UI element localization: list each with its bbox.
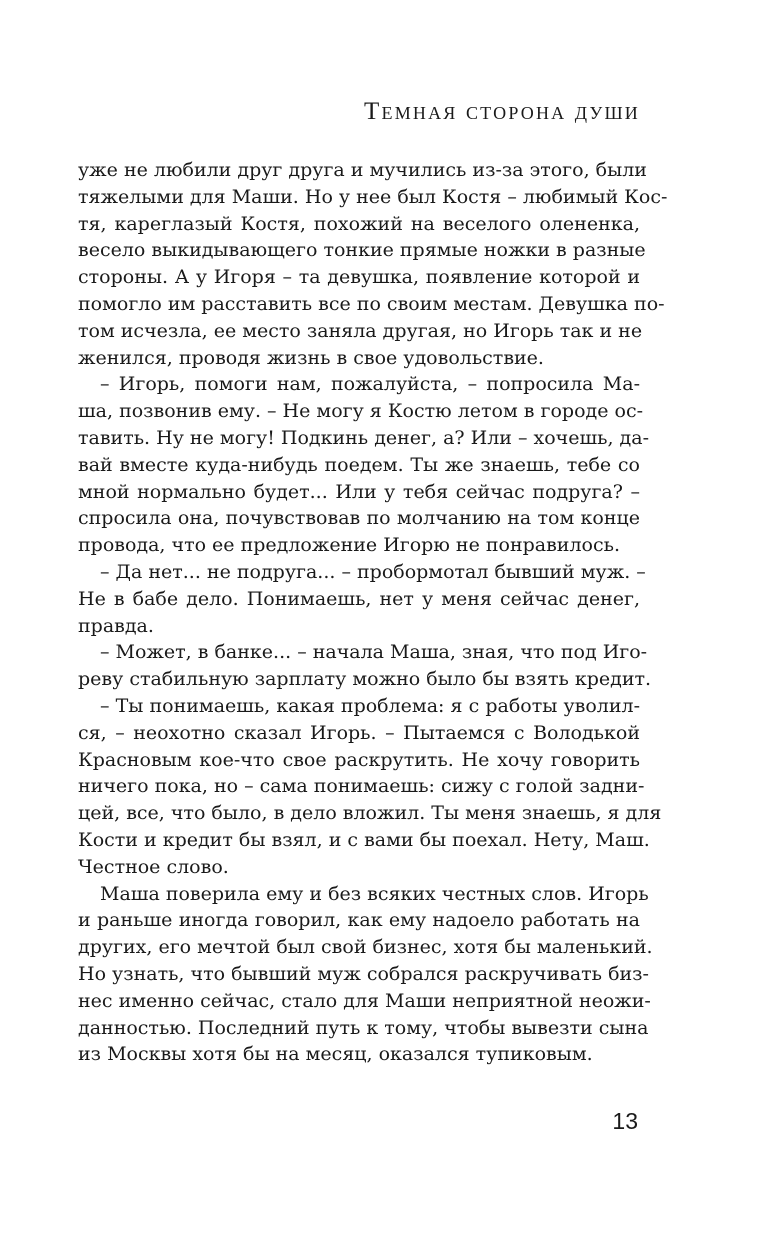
- text-line: данностью. Последний путь к тому, чтобы вывезти сына: [78, 1016, 649, 1039]
- text-line: – Может, в банке... – начала Маша, зная, что под Иго-: [100, 641, 648, 664]
- text-line: – Ты понимаешь, какая проблема: я с работы уволил-: [100, 694, 640, 717]
- text-line: правда.: [78, 614, 154, 637]
- text-line: реву стабильную зарплату можно было бы взять кредит.: [78, 668, 652, 691]
- text-line: из Москвы хотя бы на месяц, оказался тупиковым.: [78, 1043, 593, 1066]
- text-line: Не в бабе дело. Понимаешь, нет у меня сейчас денег,: [78, 587, 640, 610]
- text-line: помогло им расставить все по своим местам. Девушка по-: [78, 292, 665, 315]
- body-text: [78, 157, 668, 1068]
- text-line: – Да нет... не подруга... – пробормотал бывший муж. –: [100, 560, 646, 583]
- text-line: весело выкидывающего тонкие прямые ножки в разные: [78, 239, 646, 262]
- text-line: женился, проводя жизнь в свое удовольствие.: [78, 346, 544, 369]
- text-line: других, его мечтой был свой бизнес, хотя бы маленький.: [78, 936, 653, 959]
- text-line: стороны. А у Игоря – та девушка, появление которой и: [78, 266, 640, 289]
- text-line: ся, – неохотно сказал Игорь. – Пытаемся с Володькой: [78, 721, 640, 744]
- text-line: Кости и кредит бы взял, и с вами бы поехал. Нету, Маш.: [78, 828, 650, 851]
- text-line: тя, кареглазый Костя, похожий на веселого олененка,: [78, 212, 640, 235]
- running-head: Темная сторона души: [364, 98, 640, 125]
- text-line: цей, все, что было, в дело вложил. Ты меня знаешь, я для: [78, 802, 662, 825]
- text-line: спросила она, почувствовав по молчанию на том конце: [78, 507, 640, 530]
- text-line: том исчезла, ее место заняла другая, но Игорь так и не: [78, 319, 643, 342]
- text-line: Честное слово.: [78, 855, 229, 878]
- text-line: тяжелыми для Маши. Но у нее был Костя – любимый Кос-: [78, 185, 668, 208]
- text-line: – Игорь, помоги нам, пожалуйста, – попросила Ма-: [100, 373, 640, 396]
- text-line: вай вместе куда-нибудь поедем. Ты же знаешь, тебе со: [78, 453, 640, 476]
- text-line: Маша поверила ему и без всяких честных слов. Игорь: [100, 882, 649, 905]
- text-line: ничего пока, но – сама понимаешь: сижу с голой задни-: [78, 775, 645, 798]
- text-line: провода, что ее предложение Игорю не понравилось.: [78, 534, 621, 557]
- text-line: тавить. Ну не могу! Подкинь денег, а? Или – хочешь, да-: [78, 426, 650, 449]
- text-line: мной нормально будет... Или у тебя сейчас подруга? –: [78, 480, 640, 503]
- text-line: Красновым кое-что свое раскрутить. Не хочу говорить: [78, 748, 640, 771]
- text-line: ша, позвонив ему. – Не могу я Костю летом в городе ос-: [78, 400, 643, 423]
- text-line: нес именно сейчас, стало для Маши неприятной неожи-: [78, 989, 651, 1012]
- page-number: 13: [612, 1108, 638, 1134]
- text-line: уже не любили друг друга и мучились из-за этого, были: [78, 159, 647, 181]
- text-line: и раньше иногда говорил, как ему надоело работать на: [78, 909, 640, 932]
- text-line: Но узнать, что бывший муж собрался раскручивать биз-: [78, 962, 649, 985]
